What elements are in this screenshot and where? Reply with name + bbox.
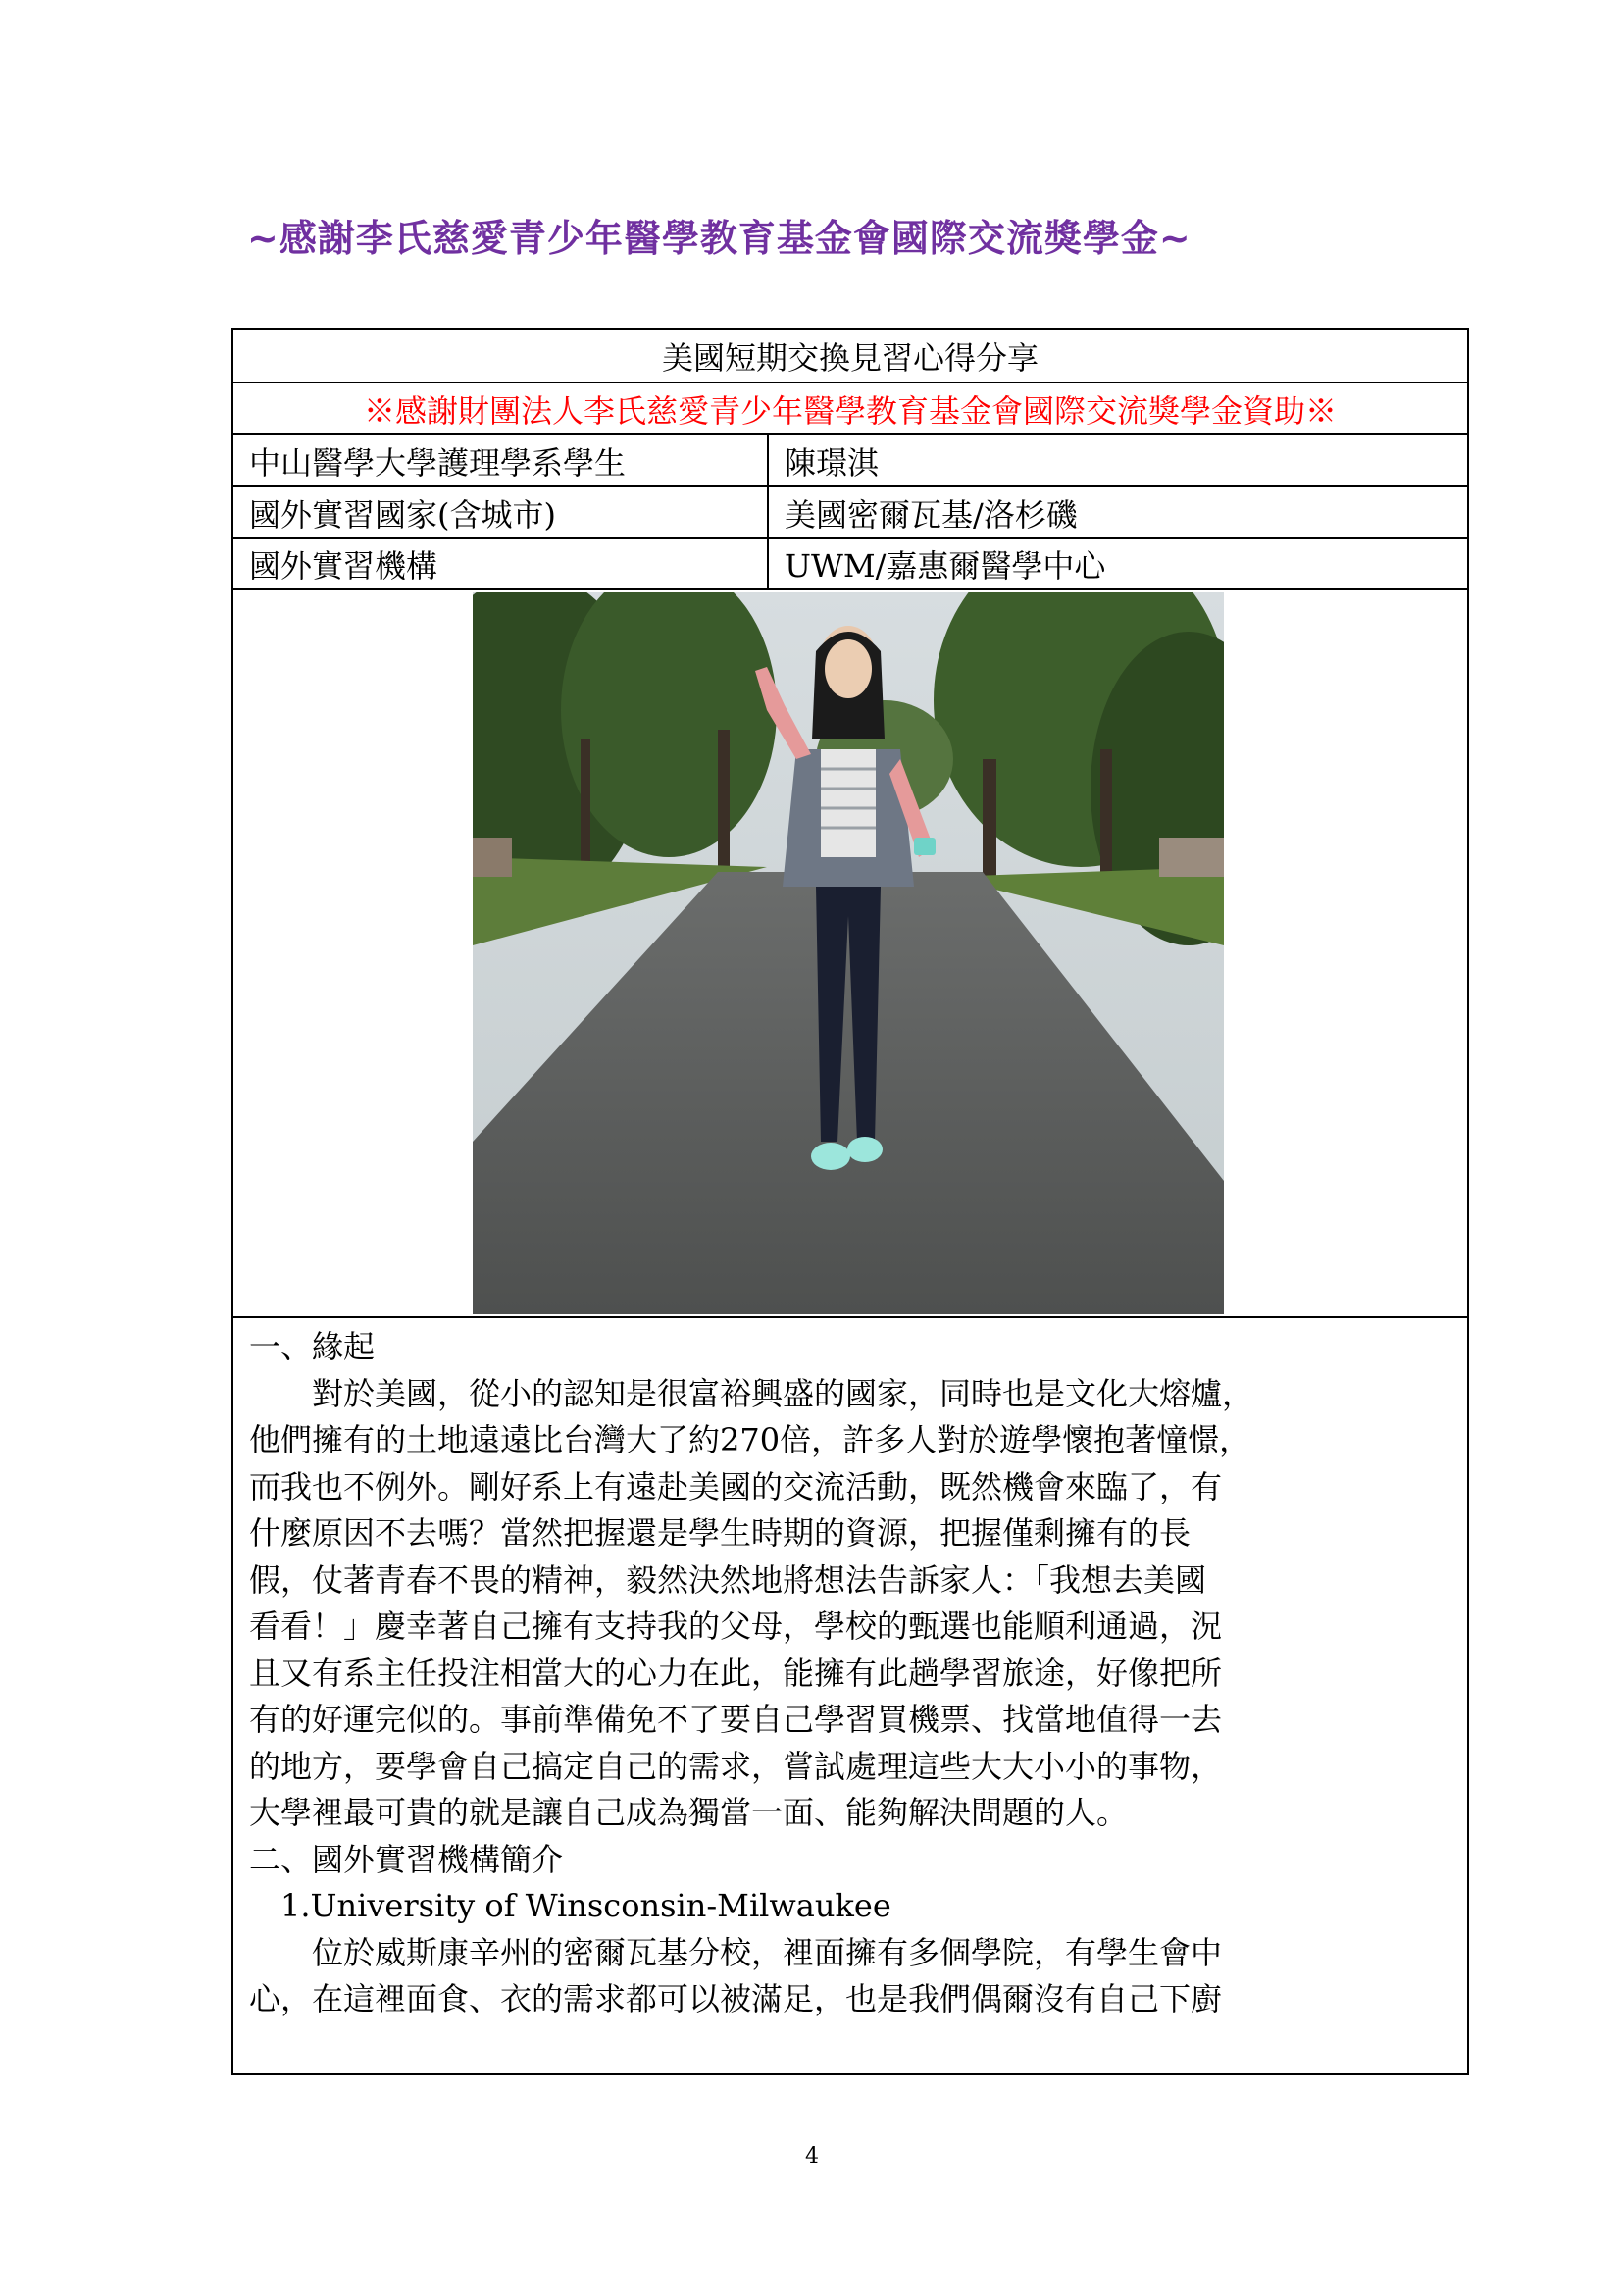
- table-subtitle: ※感謝財團法人李氏慈愛青少年醫學教育基金會國際交流獎學金資助※: [363, 391, 1337, 430]
- row-value: 陳璟淇: [785, 443, 880, 482]
- row-label: 國外實習機構: [233, 539, 769, 588]
- page-title: ~感謝李氏慈愛青少年醫學教育基金會國際交流獎學金~: [247, 217, 1192, 260]
- table-title-row: [233, 330, 1467, 383]
- report-table: [231, 328, 1469, 2075]
- paragraph-line: 什麼原因不去嗎？當然把握還是學生時期的資源，把握僅剩擁有的長: [249, 1514, 1192, 1552]
- table-row: [233, 435, 1467, 487]
- row-value: UWM/嘉惠爾醫學中心: [785, 547, 1106, 585]
- section-heading: 二、國外實習機構簡介: [249, 1840, 564, 1878]
- subsection-heading: 1.University of Winsconsin-Milwaukee: [280, 1887, 891, 1924]
- body-text: [249, 1324, 1453, 2023]
- table-title: 美國短期交換見習心得分享: [661, 338, 1039, 377]
- paragraph-line: 的地方，要學會自己搞定自己的需求，嘗試處理這些大大小小的事物，: [249, 1747, 1223, 1785]
- paragraph-line: 假，仗著青春不畏的精神，毅然決然地將想法告訴家人：「我想去美國: [249, 1560, 1207, 1599]
- paragraph-line: 有的好運完似的。事前準備免不了要自己學習買機票、找當地值得一去: [249, 1701, 1223, 1738]
- paragraph-line: 心，在這裡面食、衣的需求都可以被滿足，也是我們偶爾沒有自己下廚: [249, 1980, 1223, 2017]
- row-label: 中山醫學大學護理學系學生: [233, 435, 769, 485]
- row-value: 美國密爾瓦基/洛杉磯: [785, 495, 1078, 534]
- paragraph-line: 對於美國，從小的認知是很富裕興盛的國家，同時也是文化大熔爐，: [312, 1374, 1254, 1412]
- paragraph-line: 且又有系主任投注相當大的心力在此，能擁有此趟學習旅途，好像把所: [249, 1654, 1223, 1692]
- row-label: 國外實習國家(含城市): [233, 487, 769, 537]
- photo-illustration: [473, 592, 1224, 1314]
- paragraph-line: 位於威斯康辛州的密爾瓦基分校，裡面擁有多個學院，有學生會中: [312, 1933, 1223, 1971]
- table-subtitle-row: [233, 383, 1467, 435]
- paragraph-line: 大學裡最可貴的就是讓自己成為獨當一面、能夠解決問題的人。: [249, 1794, 1129, 1831]
- section-heading: 一、緣起: [249, 1328, 376, 1365]
- paragraph-line: 他們擁有的土地遠遠比台灣大了約270倍，許多人對於遊學懷抱著憧憬，: [249, 1421, 1251, 1458]
- student-photo: [473, 592, 1224, 1314]
- paragraph-line: 看看！」慶幸著自己擁有支持我的父母，學校的甄選也能順利通過，況: [249, 1607, 1223, 1645]
- table-row: [233, 539, 1467, 590]
- paragraph-line: 而我也不例外。剛好系上有遠赴美國的交流活動，既然機會來臨了，有: [249, 1467, 1223, 1505]
- page-number: 4: [805, 2144, 819, 2168]
- table-row: [233, 487, 1467, 539]
- photo-row: [233, 590, 1467, 1318]
